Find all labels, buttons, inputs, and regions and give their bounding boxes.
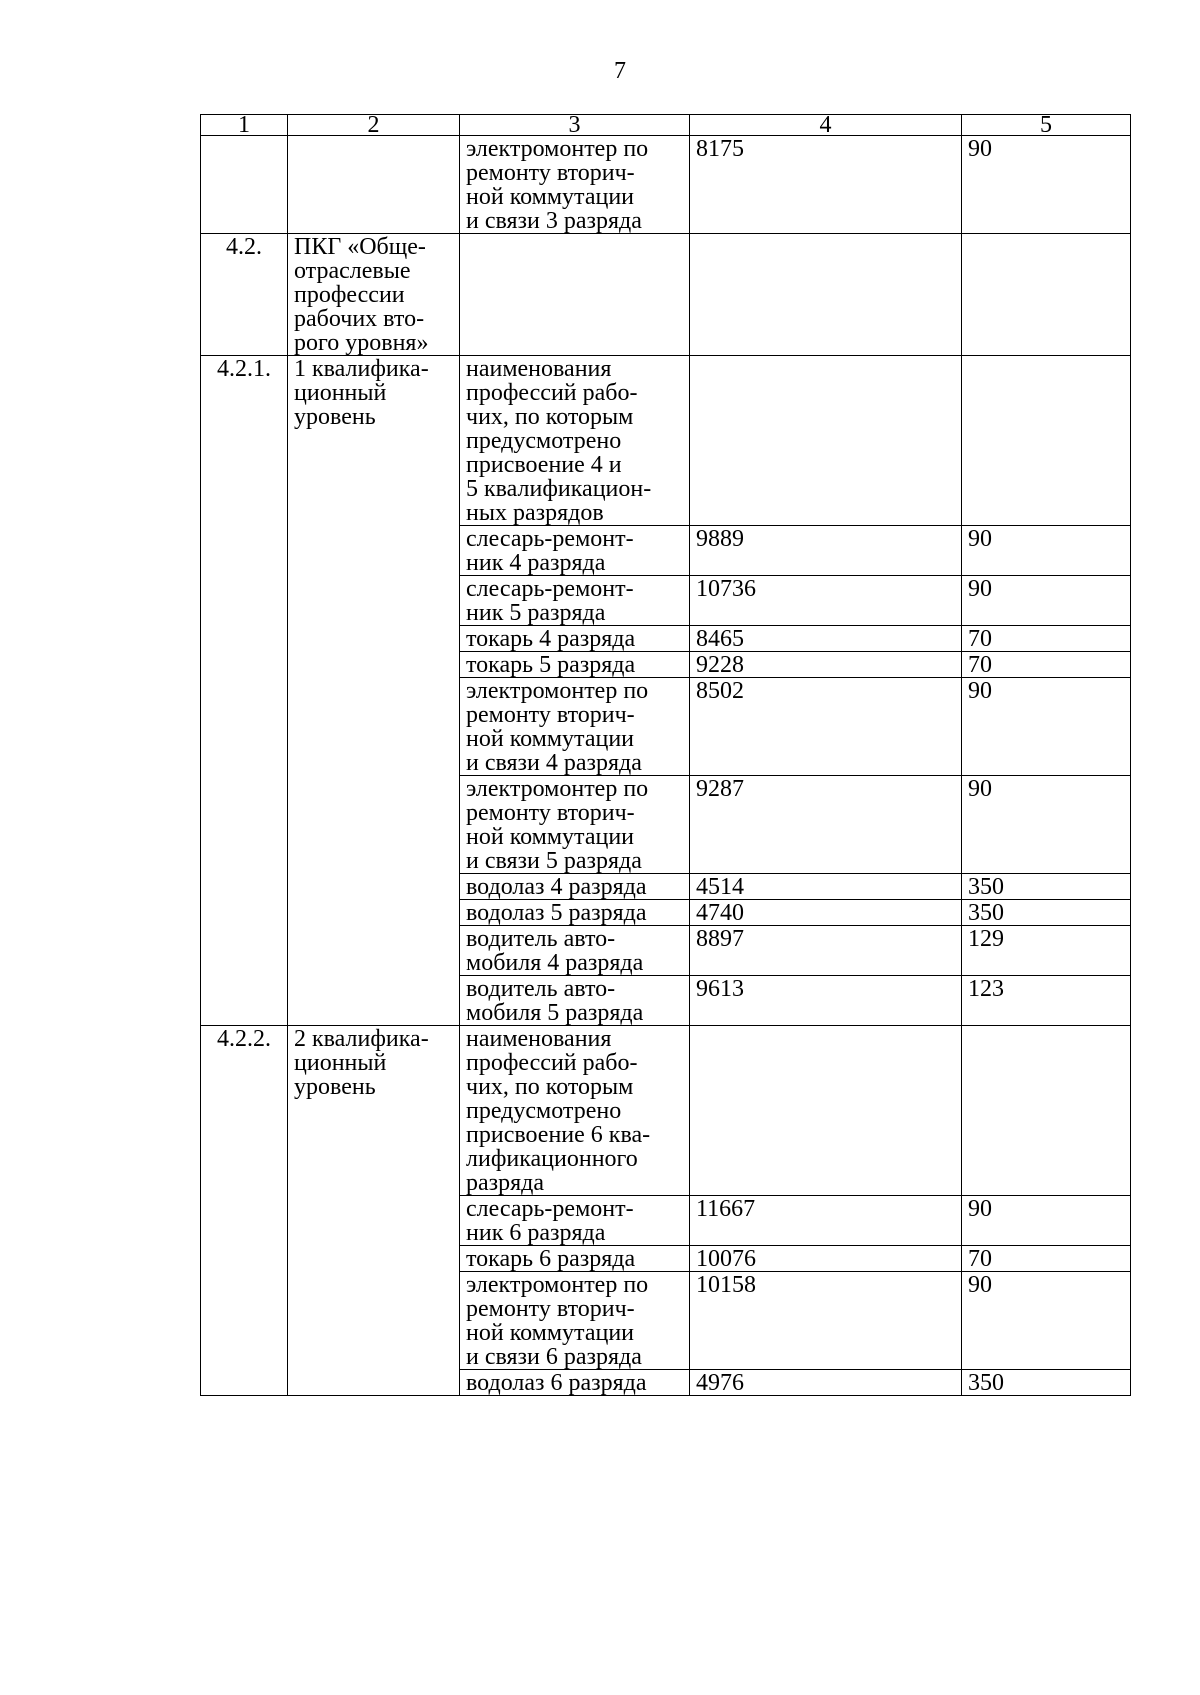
cell-group: ПКГ «Обще- отраслевые профессии рабочих вто- рого уровня» (288, 234, 460, 356)
cell-profession: электромонтер по ремонту вторич- ной коммутации и связи 6 разряда (460, 1272, 690, 1370)
cell-rate: 70 (962, 626, 1131, 652)
cell-code: 4.2.1. (201, 356, 288, 1026)
header-cell-2: 2 (288, 115, 460, 136)
header-cell-5: 5 (962, 115, 1131, 136)
cell-rate: 350 (962, 900, 1131, 926)
cell-profession: токарь 6 разряда (460, 1246, 690, 1272)
cell-salary: 4976 (690, 1370, 962, 1396)
cell-profession: слесарь-ремонт- ник 6 разряда (460, 1196, 690, 1246)
cell-rate: 90 (962, 1272, 1131, 1370)
cell-salary (690, 1026, 962, 1196)
cell-group: 2 квалифика- ционный уровень (288, 1026, 460, 1396)
cell-code (201, 136, 288, 234)
cell-code: 4.2. (201, 234, 288, 356)
cell-profession: электромонтер по ремонту вторич- ной коммутации и связи 4 разряда (460, 678, 690, 776)
cell-profession-intro: наименования профессий рабо- чих, по которым предусмотрено присвоение 6 ква- лификационного разряда (460, 1026, 690, 1196)
cell-rate: 129 (962, 926, 1131, 976)
cell-rate: 90 (962, 776, 1131, 874)
cell-salary: 9613 (690, 976, 962, 1026)
cell-profession: водолаз 6 разряда (460, 1370, 690, 1396)
cell-salary: 8502 (690, 678, 962, 776)
cell-salary: 10158 (690, 1272, 962, 1370)
cell-salary: 8175 (690, 136, 962, 234)
table-row-group-4-2 (201, 234, 1131, 356)
cell-salary: 9287 (690, 776, 962, 874)
cell-salary: 10736 (690, 576, 962, 626)
cell-profession: электромонтер по ремонту вторич- ной коммутации и связи 5 разряда (460, 776, 690, 874)
cell-salary (690, 234, 962, 356)
cell-salary (690, 356, 962, 526)
cell-code: 4.2.2. (201, 1026, 288, 1396)
table-row (201, 136, 1131, 234)
cell-rate: 350 (962, 874, 1131, 900)
cell-group (288, 136, 460, 234)
page-number: 7 (614, 58, 626, 84)
header-cell-1: 1 (201, 115, 288, 136)
wage-table (200, 114, 1131, 1396)
cell-rate (962, 1026, 1131, 1196)
cell-rate: 123 (962, 976, 1131, 1026)
table-row-level-4-2-1 (201, 356, 1131, 526)
header-cell-3: 3 (460, 115, 690, 136)
cell-profession (460, 234, 690, 356)
table-header-row (201, 115, 1131, 136)
cell-rate (962, 356, 1131, 526)
cell-salary: 9228 (690, 652, 962, 678)
table-row-level-4-2-2 (201, 1026, 1131, 1196)
cell-rate: 70 (962, 1246, 1131, 1272)
cell-group: 1 квалифика- ционный уровень (288, 356, 460, 1026)
cell-salary: 4740 (690, 900, 962, 926)
cell-rate: 350 (962, 1370, 1131, 1396)
cell-salary: 8465 (690, 626, 962, 652)
cell-salary: 10076 (690, 1246, 962, 1272)
cell-rate (962, 234, 1131, 356)
cell-profession: водолаз 4 разряда (460, 874, 690, 900)
cell-profession: токарь 4 разряда (460, 626, 690, 652)
cell-salary: 4514 (690, 874, 962, 900)
cell-profession-intro: наименования профессий рабо- чих, по которым предусмотрено присвоение 4 и 5 квалификацион- ных разрядов (460, 356, 690, 526)
cell-rate: 70 (962, 652, 1131, 678)
cell-salary: 9889 (690, 526, 962, 576)
cell-rate: 90 (962, 1196, 1131, 1246)
cell-rate: 90 (962, 678, 1131, 776)
cell-profession: слесарь-ремонт- ник 4 разряда (460, 526, 690, 576)
cell-profession: водолаз 5 разряда (460, 900, 690, 926)
header-cell-4: 4 (690, 115, 962, 136)
cell-profession: слесарь-ремонт- ник 5 разряда (460, 576, 690, 626)
cell-profession: водитель авто- мобиля 4 разряда (460, 926, 690, 976)
cell-profession: токарь 5 разряда (460, 652, 690, 678)
cell-salary: 11667 (690, 1196, 962, 1246)
cell-profession: электромонтер по ремонту вторич- ной коммутации и связи 3 разряда (460, 136, 690, 234)
cell-rate: 90 (962, 136, 1131, 234)
cell-rate: 90 (962, 576, 1131, 626)
cell-rate: 90 (962, 526, 1131, 576)
cell-profession: водитель авто- мобиля 5 разряда (460, 976, 690, 1026)
cell-salary: 8897 (690, 926, 962, 976)
